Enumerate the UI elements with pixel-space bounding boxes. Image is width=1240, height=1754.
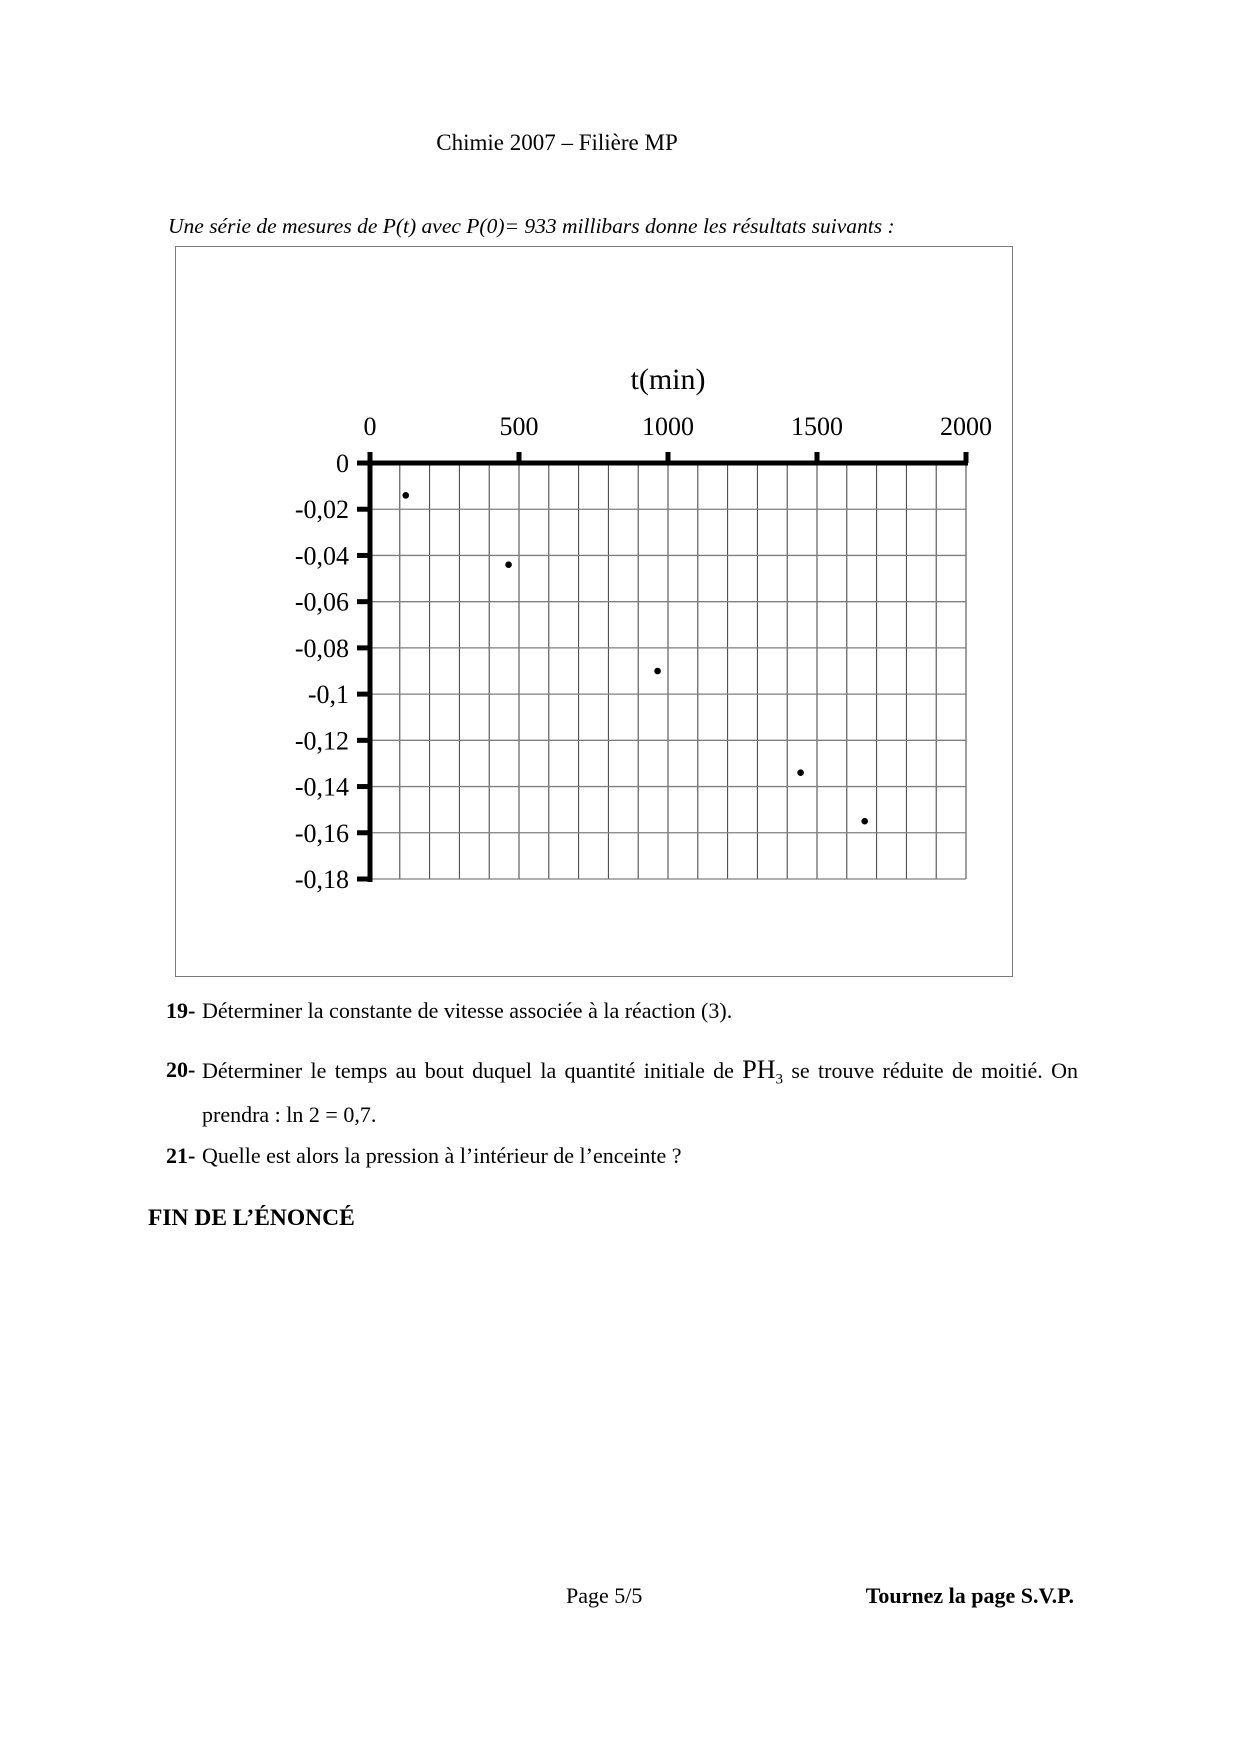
scatter-chart (176, 247, 1012, 976)
svg-text:-0,18: -0,18 (294, 865, 349, 894)
svg-text:-0,12: -0,12 (294, 726, 349, 756)
svg-text:-0,16: -0,16 (294, 818, 349, 848)
svg-text:0: 0 (336, 449, 349, 478)
question-21-number: 21- (166, 1143, 196, 1168)
question-20 (166, 1052, 1078, 1133)
question-19-text: Déterminer la constante de vitesse associée à la réaction (3). (202, 998, 733, 1023)
chart-container (175, 246, 1013, 977)
question-20-text: Déterminer le temps au bout duquel la quantité initiale de $PH_3$ se trouve réduite de moitié. On prendra : ln 2 = 0,7. (202, 1055, 1078, 1128)
turn-page-notice: Tournez la page S.V.P. (865, 1583, 1074, 1608)
svg-text:1000: 1000 (642, 412, 694, 441)
intro-text: Une série de mesures de P(t) avec P(0)= 933 millibars donne les résultats suivants : (168, 214, 895, 238)
end-of-statement: FIN DE L’ÉNONCÉ (148, 1205, 355, 1231)
svg-text:-0,02: -0,02 (294, 495, 349, 525)
svg-text:0: 0 (363, 412, 377, 441)
svg-text:-0,08: -0,08 (294, 633, 349, 663)
svg-text:2000: 2000 (940, 412, 992, 441)
question-21-text: Quelle est alors la pression à l’intérieur de l’enceinte ? (202, 1143, 682, 1168)
question-20-number: 20- (166, 1057, 196, 1082)
page-number: Page 5/5 (566, 1583, 643, 1608)
svg-text:-0,04: -0,04 (294, 541, 349, 571)
svg-text:-0,14: -0,14 (294, 772, 349, 802)
question-21 (166, 1138, 1078, 1174)
svg-text:-0,06: -0,06 (294, 587, 349, 617)
formula-ph3: PH (742, 1055, 776, 1084)
page-title: Chimie 2007 – Filière MP (436, 130, 678, 155)
question-19-number: 19- (166, 998, 196, 1023)
svg-text:500: 500 (499, 412, 539, 441)
svg-text:-0,1: -0,1 (307, 680, 349, 710)
question-19 (166, 993, 1078, 1029)
svg-text:t(min): t(min) (630, 363, 706, 396)
svg-text:1500: 1500 (791, 412, 843, 441)
